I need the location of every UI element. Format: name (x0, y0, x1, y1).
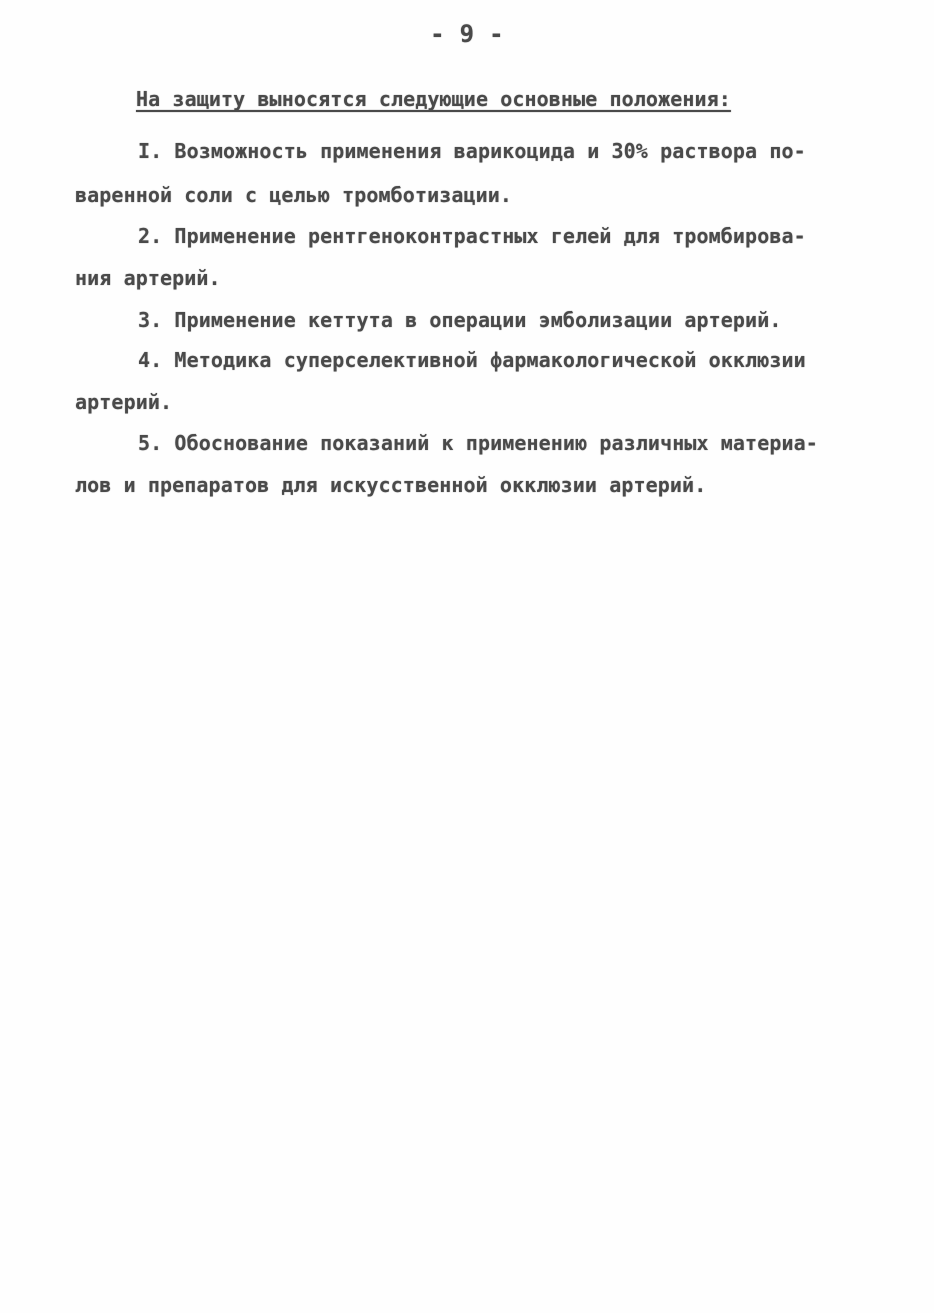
item-2-line-2: ния артерий. (75, 266, 221, 290)
item-2-line-1: 2. Применение рентгеноконтрастных гелей для тромбирова- (138, 224, 806, 248)
item-5-line-1: 5. Обоснование показаний к применению различных материа- (138, 431, 818, 455)
item-1-line-1: I. Возможность применения варикоцида и 30% раствора по- (138, 139, 806, 163)
section-heading: На защиту выносятся следующие основные положения: (136, 87, 731, 111)
item-1-line-2: варенной соли с целью тромботизации. (75, 183, 513, 207)
page-number: - 9 - (430, 20, 504, 48)
item-4-line-1: 4. Методика суперселективной фармакологической окклюзии (138, 348, 806, 372)
item-5-line-2: лов и препаратов для искусственной окклюзии артерий. (75, 473, 707, 497)
item-3-line-1: 3. Применение кеттута в операции эмболизации артерий. (138, 308, 782, 332)
item-4-line-2: артерий. (75, 390, 173, 414)
